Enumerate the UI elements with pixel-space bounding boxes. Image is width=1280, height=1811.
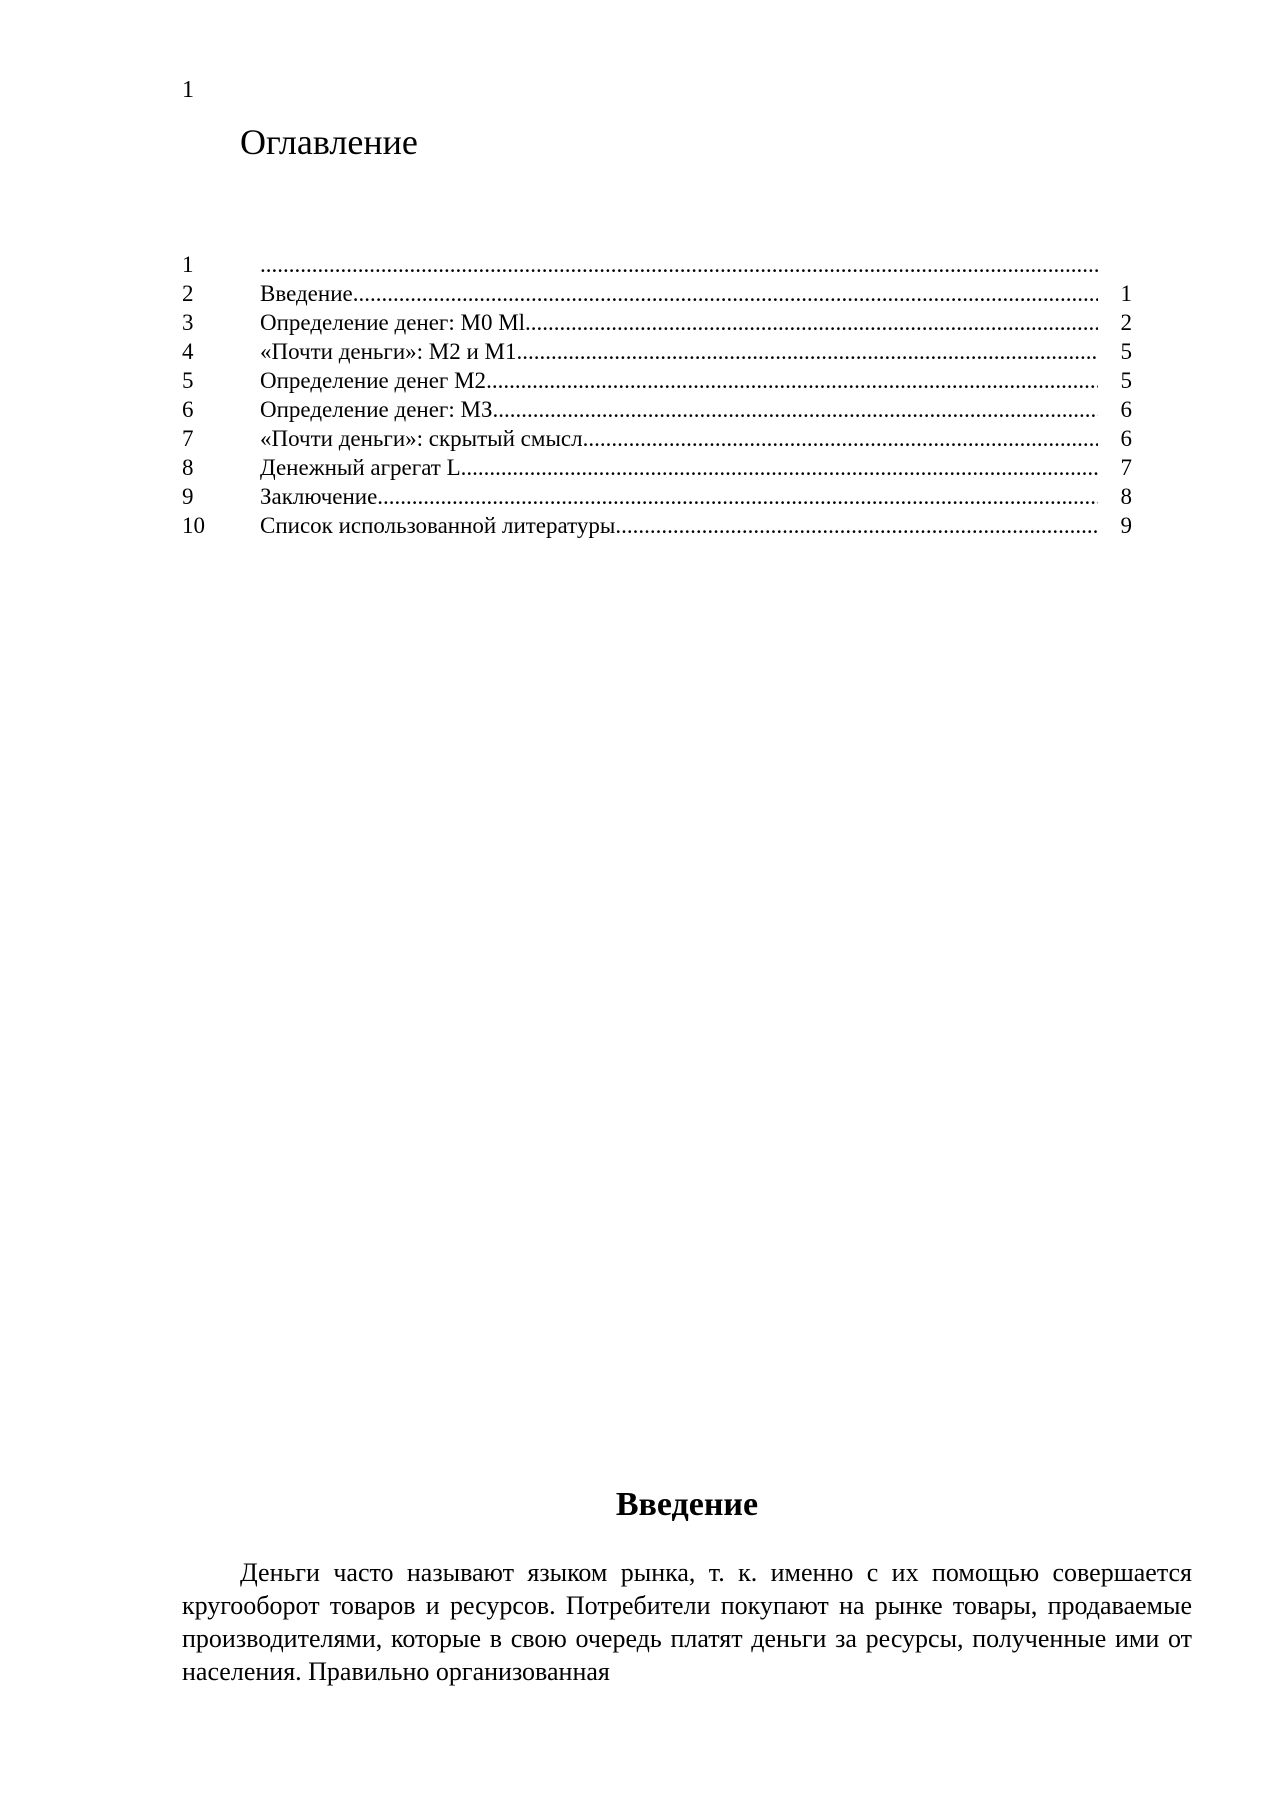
toc-entry-title: Определение денег: М0 Ml xyxy=(260,310,526,335)
toc-entry-page: 8 xyxy=(1120,484,1132,509)
toc-dot-leader xyxy=(377,482,1098,511)
toc-entry-page: 5 xyxy=(1120,339,1132,364)
table-of-contents xyxy=(182,250,1132,540)
toc-entry-number: 3 xyxy=(182,310,194,335)
toc-entry-number: 10 xyxy=(182,513,205,538)
toc-dot-leader xyxy=(353,279,1098,308)
toc-entry[interactable] xyxy=(182,250,1132,279)
toc-entry-page: 6 xyxy=(1120,397,1132,422)
section-heading-introduction: Введение xyxy=(615,1486,759,1523)
toc-entry-number: 4 xyxy=(182,339,194,364)
toc-entry-number: 8 xyxy=(182,455,194,480)
toc-entry-number: 6 xyxy=(182,397,194,422)
toc-dot-leader xyxy=(517,337,1099,366)
toc-entry-number: 5 xyxy=(182,368,194,393)
toc-entry-page: 9 xyxy=(1120,513,1132,538)
toc-entry-title: Определение денег М2 xyxy=(260,368,487,393)
toc-entry-title: Введение xyxy=(260,281,353,306)
toc-entry-number: 2 xyxy=(182,281,194,306)
toc-entry[interactable] xyxy=(182,482,1132,511)
body-paragraph: Деньги часто называют языком рынка, т. к. именно с их помощью совершается кругооборот товаров и ресурсов. Потребители покупают на рынке товары, продаваемые производителями, которые в свою очередь платят деньги за ресурсы, полученные ими от населения. Правильно организованная xyxy=(182,1558,1192,1686)
toc-entry[interactable] xyxy=(182,511,1132,540)
toc-dot-leader xyxy=(583,424,1098,453)
toc-entry-page: 5 xyxy=(1120,368,1132,393)
toc-dot-leader xyxy=(461,453,1098,482)
toc-entry-title: «Почти деньги»: скрытый смысл xyxy=(260,426,583,451)
toc-dot-leader xyxy=(260,250,1098,279)
toc-heading: Оглавление xyxy=(240,122,418,162)
toc-entry[interactable] xyxy=(182,279,1132,308)
toc-dot-leader xyxy=(615,511,1098,540)
toc-entry-page: 2 xyxy=(1120,310,1132,335)
toc-entry-page: 7 xyxy=(1120,455,1132,480)
toc-entry-number: 7 xyxy=(182,426,194,451)
toc-entry[interactable] xyxy=(182,366,1132,395)
toc-dot-leader xyxy=(486,366,1098,395)
toc-entry-number: 9 xyxy=(182,484,194,509)
toc-entry[interactable] xyxy=(182,337,1132,366)
toc-entry-page: 1 xyxy=(1120,281,1132,306)
toc-entry-title: «Почти деньги»: М2 и М1 xyxy=(260,339,517,364)
page-number: 1 xyxy=(182,77,194,103)
toc-entry-title: Определение денег: МЗ xyxy=(260,397,493,422)
toc-entry-title: Денежный агрегат L xyxy=(260,455,461,480)
toc-entry[interactable] xyxy=(182,424,1132,453)
toc-entry[interactable] xyxy=(182,453,1132,482)
toc-entry[interactable] xyxy=(182,308,1132,337)
toc-entry[interactable] xyxy=(182,395,1132,424)
toc-dot-leader xyxy=(525,308,1098,337)
toc-entry-page: 6 xyxy=(1120,426,1132,451)
toc-entry-title: Заключение xyxy=(260,484,378,509)
toc-dot-leader xyxy=(492,395,1098,424)
toc-entry-number: 1 xyxy=(182,252,194,277)
toc-entry-title: Список использованной литературы xyxy=(260,513,616,538)
